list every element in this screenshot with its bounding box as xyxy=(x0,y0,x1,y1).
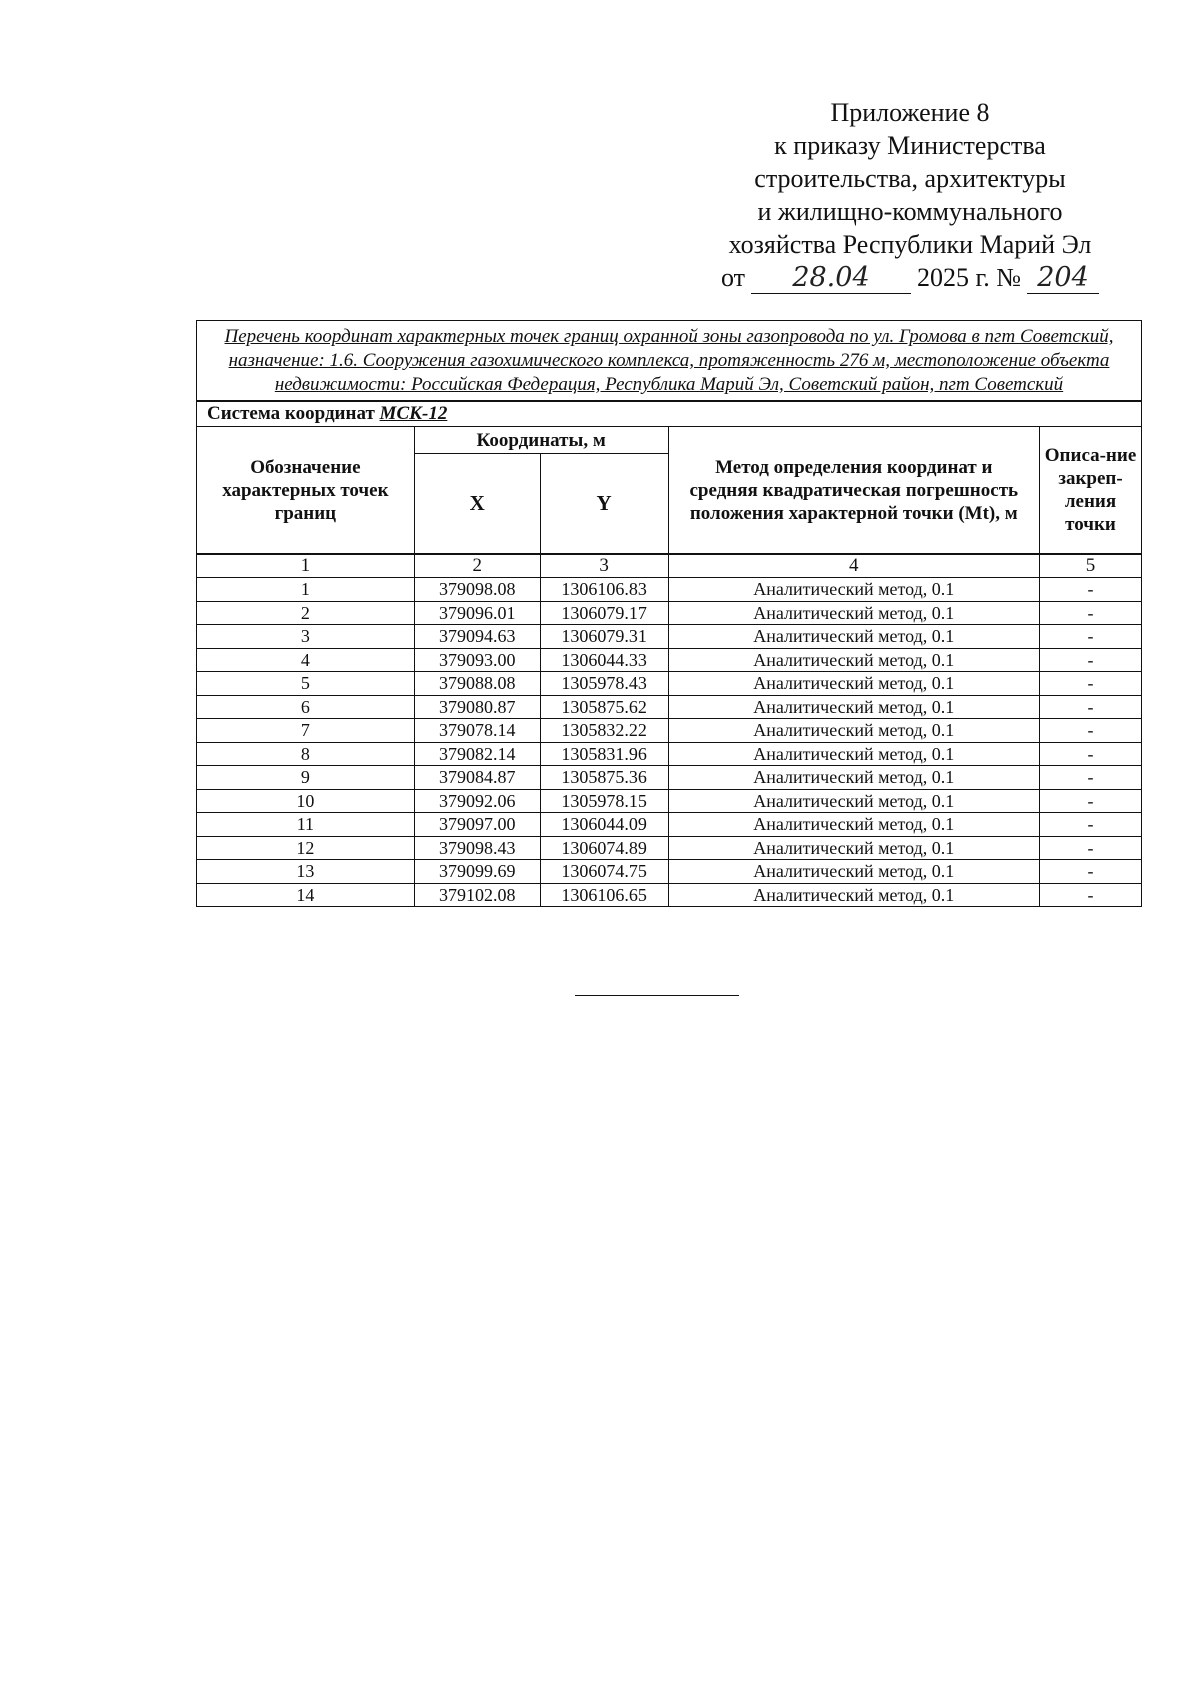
caption-row xyxy=(197,321,1142,402)
cell-description: - xyxy=(1040,836,1142,860)
cell-x: 379094.63 xyxy=(414,625,540,649)
cell-point: 2 xyxy=(197,601,415,625)
column-number: 1 xyxy=(197,554,415,578)
cell-y: 1305875.62 xyxy=(540,695,668,719)
appendix-ministry-line-1: строительства, архитектуры xyxy=(754,164,1066,193)
column-number: 5 xyxy=(1040,554,1142,578)
table-row xyxy=(197,789,1142,813)
cell-y: 1306044.09 xyxy=(540,813,668,837)
cell-x: 379102.08 xyxy=(414,883,540,907)
header-description: Описа-ние закреп-ления точки xyxy=(1040,427,1142,555)
cell-x: 379093.00 xyxy=(414,648,540,672)
header-method: Метод определения координат и средняя квадратическая погрешность положения характерной точки (Mt), м xyxy=(668,427,1040,555)
table-row xyxy=(197,742,1142,766)
cell-method: Аналитический метод, 0.1 xyxy=(668,883,1040,907)
cell-method: Аналитический метод, 0.1 xyxy=(668,648,1040,672)
cell-y: 1306074.89 xyxy=(540,836,668,860)
cell-x: 379098.08 xyxy=(414,578,540,602)
handwritten-number: 204 xyxy=(1027,263,1099,294)
cell-y: 1306079.31 xyxy=(540,625,668,649)
cell-point: 6 xyxy=(197,695,415,719)
header-y: Y xyxy=(540,454,668,555)
cell-method: Аналитический метод, 0.1 xyxy=(668,813,1040,837)
coordinates-table xyxy=(196,320,1142,907)
cell-x: 379092.06 xyxy=(414,789,540,813)
table-row xyxy=(197,883,1142,907)
cell-point: 14 xyxy=(197,883,415,907)
table-row xyxy=(197,672,1142,696)
table-caption: Перечень координат характерных точек границ охранной зоны газопровода по ул. Громова в пгт Советский, назначение: 1.6. Сооружения газохимического комплекса, протяженность 276 м, местоположение объекта недвижимости: Российская Федерация, Республика Марий Эл, Советский район, пгт Советский xyxy=(197,321,1142,402)
column-number: 4 xyxy=(668,554,1040,578)
cell-method: Аналитический метод, 0.1 xyxy=(668,625,1040,649)
cell-y: 1305831.96 xyxy=(540,742,668,766)
header-point: Обозначение характерных точек границ xyxy=(197,427,415,555)
cell-description: - xyxy=(1040,742,1142,766)
column-number: 3 xyxy=(540,554,668,578)
cell-x: 379080.87 xyxy=(414,695,540,719)
table-row xyxy=(197,648,1142,672)
appendix-title: Приложение 8 xyxy=(830,98,990,127)
appendix-order-line: к приказу Министерства xyxy=(774,131,1046,160)
header-coordinates: Координаты, м xyxy=(414,427,668,454)
cell-description: - xyxy=(1040,883,1142,907)
table-row xyxy=(197,860,1142,884)
cell-description: - xyxy=(1040,578,1142,602)
cell-method: Аналитический метод, 0.1 xyxy=(668,836,1040,860)
table-row xyxy=(197,719,1142,743)
cell-method: Аналитический метод, 0.1 xyxy=(668,578,1040,602)
appendix-header xyxy=(700,96,1120,294)
cell-description: - xyxy=(1040,860,1142,884)
table-row xyxy=(197,695,1142,719)
cell-x: 379084.87 xyxy=(414,766,540,790)
cell-point: 5 xyxy=(197,672,415,696)
cell-x: 379078.14 xyxy=(414,719,540,743)
cell-description: - xyxy=(1040,719,1142,743)
cell-point: 8 xyxy=(197,742,415,766)
appendix-ministry-line-2: и жилищно-коммунального xyxy=(757,197,1063,226)
handwritten-date: 28.04 xyxy=(751,263,911,294)
cell-y: 1306074.75 xyxy=(540,860,668,884)
cell-description: - xyxy=(1040,648,1142,672)
cell-description: - xyxy=(1040,695,1142,719)
cell-y: 1306079.17 xyxy=(540,601,668,625)
cell-point: 3 xyxy=(197,625,415,649)
cell-point: 9 xyxy=(197,766,415,790)
table-row xyxy=(197,625,1142,649)
cell-method: Аналитический метод, 0.1 xyxy=(668,672,1040,696)
table-row xyxy=(197,813,1142,837)
cell-method: Аналитический метод, 0.1 xyxy=(668,860,1040,884)
column-number: 2 xyxy=(414,554,540,578)
cell-y: 1306044.33 xyxy=(540,648,668,672)
cell-method: Аналитический метод, 0.1 xyxy=(668,742,1040,766)
cell-description: - xyxy=(1040,672,1142,696)
cell-x: 379082.14 xyxy=(414,742,540,766)
cell-x: 379099.69 xyxy=(414,860,540,884)
cell-description: - xyxy=(1040,601,1142,625)
column-numbers-row xyxy=(197,554,1142,578)
cell-y: 1305978.15 xyxy=(540,789,668,813)
cell-point: 10 xyxy=(197,789,415,813)
table-row xyxy=(197,836,1142,860)
header-x: X xyxy=(414,454,540,555)
header-row-1 xyxy=(197,427,1142,454)
table-row xyxy=(197,601,1142,625)
cell-x: 379088.08 xyxy=(414,672,540,696)
table-row xyxy=(197,578,1142,602)
coordinate-system-name: МСК-12 xyxy=(379,403,448,424)
cell-method: Аналитический метод, 0.1 xyxy=(668,601,1040,625)
cell-method: Аналитический метод, 0.1 xyxy=(668,789,1040,813)
appendix-ministry-line-3: хозяйства Республики Марий Эл xyxy=(728,230,1092,259)
cell-point: 13 xyxy=(197,860,415,884)
cell-point: 1 xyxy=(197,578,415,602)
cell-description: - xyxy=(1040,625,1142,649)
cell-description: - xyxy=(1040,766,1142,790)
coordinate-system-row xyxy=(197,401,1142,427)
cell-point: 7 xyxy=(197,719,415,743)
cell-description: - xyxy=(1040,813,1142,837)
year-and-number-label: 2025 г. № xyxy=(916,263,1022,292)
table-body xyxy=(197,578,1142,907)
cell-method: Аналитический метод, 0.1 xyxy=(668,719,1040,743)
cell-point: 11 xyxy=(197,813,415,837)
cell-x: 379098.43 xyxy=(414,836,540,860)
cell-point: 12 xyxy=(197,836,415,860)
cell-x: 379097.00 xyxy=(414,813,540,837)
appendix-date-line xyxy=(700,261,1120,294)
coordinate-system-label: Система координат xyxy=(207,403,375,424)
closing-divider xyxy=(575,995,739,996)
cell-y: 1306106.65 xyxy=(540,883,668,907)
cell-point: 4 xyxy=(197,648,415,672)
cell-y: 1305978.43 xyxy=(540,672,668,696)
cell-y: 1305832.22 xyxy=(540,719,668,743)
cell-method: Аналитический метод, 0.1 xyxy=(668,766,1040,790)
cell-method: Аналитический метод, 0.1 xyxy=(668,695,1040,719)
table-row xyxy=(197,766,1142,790)
cell-y: 1305875.36 xyxy=(540,766,668,790)
date-prefix: от xyxy=(720,263,745,292)
cell-description: - xyxy=(1040,789,1142,813)
coordinate-system xyxy=(197,401,1142,427)
cell-y: 1306106.83 xyxy=(540,578,668,602)
cell-x: 379096.01 xyxy=(414,601,540,625)
